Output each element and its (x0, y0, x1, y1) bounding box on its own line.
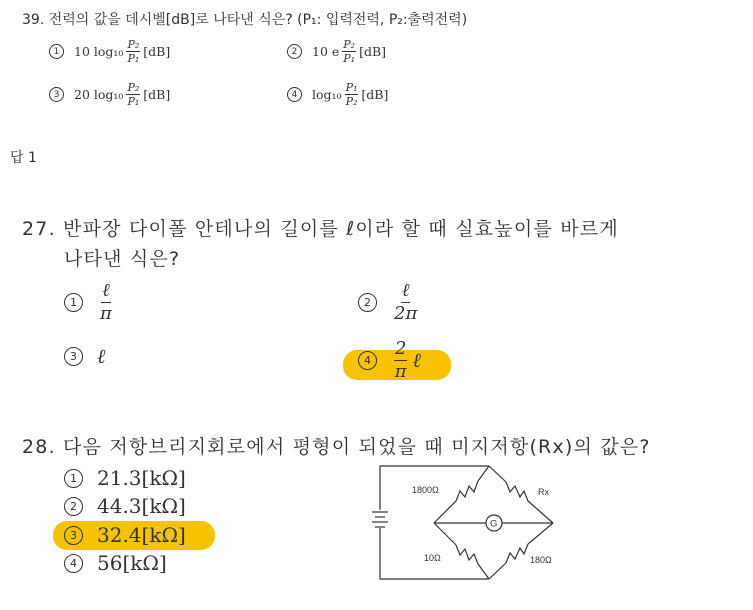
denominator: π (100, 303, 112, 324)
denominator: P₁ (127, 52, 140, 65)
q27-stem-line1: 27. 반파장 다이폴 안테나의 길이를 ℓ이라 할 때 실효높이를 바르게 (22, 218, 619, 240)
circled-number: 2 (287, 44, 302, 59)
resistor-top-right (506, 482, 528, 501)
q39-option-3 (49, 82, 170, 107)
circled-number: 2 (64, 497, 83, 516)
resistor-top-left (456, 481, 478, 501)
wire-arm (434, 501, 456, 523)
circled-number: 4 (64, 554, 83, 573)
denominator: P₂ (345, 95, 358, 108)
circled-number: 3 (64, 526, 83, 545)
q27-option-1 (64, 282, 115, 323)
prefix: 10 e (312, 44, 340, 59)
q27-option-3 (64, 344, 105, 369)
option-text: 56[kΩ] (97, 551, 167, 575)
q28-option-1 (64, 466, 186, 490)
wire-arm (478, 564, 489, 579)
prefix: 20 log₁₀ (74, 87, 124, 102)
q39-option-4 (287, 82, 388, 107)
label-r-bottom-left: 10Ω (424, 553, 441, 563)
wire-arm (434, 523, 456, 545)
q39-stem: 39. 전력의 값을 데시벨[dB]로 나타낸 식은? (P₁: 입력전력, P₂:출력전력) (22, 12, 468, 28)
fraction (394, 282, 417, 323)
wire-arm (478, 466, 489, 481)
q27-option-4 (358, 340, 421, 381)
unit: [dB] (359, 44, 387, 59)
option-text: 21.3[kΩ] (97, 466, 186, 490)
fraction (126, 82, 140, 107)
resistor-bottom-left (456, 545, 478, 564)
denominator: P₁ (127, 95, 140, 108)
fraction (345, 82, 359, 107)
denominator: π (394, 361, 407, 382)
fraction (100, 282, 112, 323)
q28-stem: 28. 다음 저항브리지회로에서 평형이 되었을 때 미지저항(Rx)의 값은? (22, 436, 651, 458)
circled-number: 4 (358, 351, 377, 370)
label-galvanometer: G (490, 518, 498, 530)
prefix: log₁₀ (312, 87, 342, 102)
option-text: 44.3[kΩ] (97, 494, 186, 518)
fraction (126, 39, 140, 64)
wire-arm (489, 466, 506, 482)
circled-number: 3 (49, 87, 64, 102)
circled-number: 3 (64, 347, 83, 366)
wire-arm (528, 523, 553, 544)
numerator: P₁ (345, 81, 358, 94)
circled-number: 2 (358, 293, 377, 312)
bridge-circuit (370, 462, 600, 584)
answer-line: 답 1 (10, 150, 37, 166)
circled-number: 1 (64, 469, 83, 488)
fraction (394, 340, 407, 381)
wire-arm (528, 501, 553, 523)
q27-stem-line2: 나타낸 식은? (64, 248, 181, 270)
q28-option-2 (64, 494, 186, 518)
tail-symbol: ℓ (412, 348, 421, 372)
numerator: P₂ (343, 38, 356, 51)
unit: [dB] (143, 44, 171, 59)
circled-number: 1 (64, 293, 83, 312)
label-r-bottom-right: 180Ω (530, 555, 552, 565)
label-r-top-left: 1800Ω (412, 485, 439, 495)
numerator: 2 (395, 338, 407, 359)
unit: [dB] (361, 87, 389, 102)
numerator: P₂ (127, 38, 140, 51)
circled-number: 1 (49, 44, 64, 59)
prefix: 10 log₁₀ (74, 44, 124, 59)
circled-number: 4 (287, 87, 302, 102)
fraction (342, 39, 356, 64)
q27-option-2 (358, 282, 420, 323)
q28-option-4 (64, 551, 167, 575)
numerator: ℓ (401, 280, 410, 301)
q28-option-3 (64, 523, 186, 547)
denominator: 2π (394, 303, 418, 324)
denominator: P₁ (343, 52, 356, 65)
wire-arm (489, 563, 506, 579)
option-text: 32.4[kΩ] (97, 523, 186, 547)
q39-option-1 (49, 39, 170, 64)
label-r-top-right: Rx (538, 487, 549, 497)
numerator: P₂ (127, 81, 140, 94)
q39-option-2 (287, 39, 386, 64)
unit: [dB] (143, 87, 171, 102)
option-text: ℓ (97, 344, 106, 368)
numerator: ℓ (102, 280, 110, 301)
resistor-bottom-right (506, 544, 528, 563)
